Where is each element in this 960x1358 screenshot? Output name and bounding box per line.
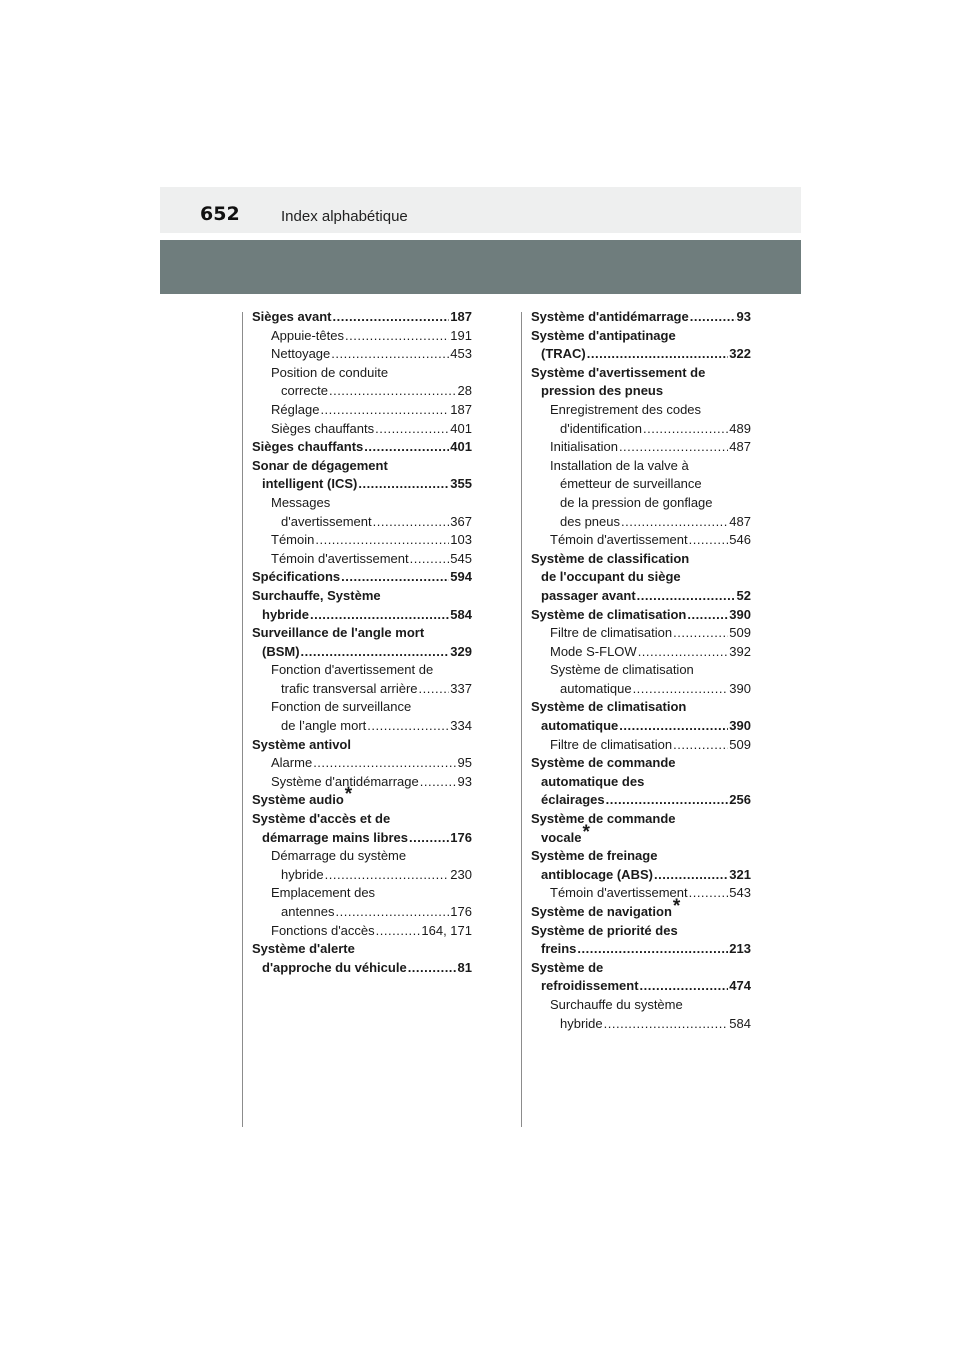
entry-page: 230 <box>450 866 472 882</box>
entry-page: 176 <box>450 904 472 919</box>
dot-leader <box>408 959 457 978</box>
header-bar <box>160 187 801 233</box>
index-entry <box>252 401 472 420</box>
entry-text: Système de freinage <box>531 848 658 864</box>
entry-page: 487 <box>729 439 751 455</box>
index-entry <box>252 550 472 569</box>
index-entry <box>252 364 472 383</box>
index-entry <box>531 1015 751 1034</box>
index-entry <box>531 884 751 903</box>
entry-text: Messages <box>271 494 331 510</box>
index-entry <box>252 847 472 866</box>
entry-text: Sièges chauffants <box>271 420 375 436</box>
entry-page: 81 <box>457 959 472 975</box>
dot-leader <box>310 606 449 625</box>
index-entry <box>252 784 472 810</box>
dot-leader <box>320 401 449 420</box>
entry-text: démarrage mains libres <box>262 829 408 845</box>
dot-leader <box>301 643 450 662</box>
index-entry <box>252 438 472 457</box>
entry-text: Enregistrement des codes <box>550 401 702 417</box>
index-entry <box>531 550 751 569</box>
index-entry <box>531 940 751 959</box>
dot-leader <box>654 866 728 885</box>
index-entry <box>531 866 751 885</box>
index-entry <box>531 624 751 643</box>
entry-text: Témoin d'avertissement <box>550 532 688 548</box>
dot-leader <box>409 829 449 848</box>
entry-text: Réglage <box>271 401 320 417</box>
dot-leader <box>638 643 729 662</box>
index-entry <box>531 494 751 513</box>
entry-text: Sièges avant <box>252 309 332 324</box>
entry-text: Témoin d'avertissement <box>271 550 409 566</box>
index-entry <box>252 643 472 662</box>
entry-text: Filtre de climatisation <box>550 625 673 641</box>
footnote-star: * <box>344 784 353 806</box>
entry-text: Sièges chauffants <box>252 439 364 455</box>
entry-text: Surveillance de l'angle mort <box>252 625 425 641</box>
entry-page: 546 <box>729 532 751 548</box>
index-entry <box>531 847 751 866</box>
index-entry <box>252 698 472 717</box>
index-entry <box>252 420 472 439</box>
index-entry <box>252 717 472 736</box>
entry-text: Système d'antidémarrage <box>271 773 419 789</box>
index-entry <box>531 606 751 625</box>
entry-text: (TRAC) <box>541 346 586 362</box>
index-entry <box>531 420 751 439</box>
index-entry <box>252 606 472 625</box>
dot-leader <box>633 680 729 699</box>
entry-page: 191 <box>450 327 472 343</box>
index-entry <box>252 903 472 922</box>
entry-page: 164, 171 <box>421 922 472 938</box>
section-title: Index alphabétique <box>281 208 408 225</box>
entry-text: d'avertissement <box>281 513 372 529</box>
entry-text: des pneus <box>560 513 620 529</box>
entry-page: 337 <box>450 680 472 696</box>
entry-text: Système d'antidémarrage <box>531 309 689 324</box>
entry-page: 401 <box>450 439 472 455</box>
index-entry <box>531 438 751 457</box>
index-entry <box>252 922 472 941</box>
index-entry <box>531 531 751 550</box>
entry-text: Appuie-têtes <box>271 327 344 343</box>
entry-text: Système de navigation <box>531 904 672 919</box>
entry-text: Système antivol <box>252 736 351 752</box>
entry-text: automatique des <box>541 773 645 789</box>
entry-text: pression des pneus <box>541 383 664 399</box>
index-entry <box>252 940 472 959</box>
dot-leader <box>619 717 728 736</box>
index-entry <box>252 810 472 829</box>
index-entry <box>252 345 472 364</box>
index-entry <box>252 513 472 532</box>
index-entry <box>531 661 751 680</box>
dot-leader <box>643 420 728 439</box>
entry-text: hybride <box>560 1015 603 1031</box>
entry-page: 594 <box>450 569 472 585</box>
index-entry <box>531 643 751 662</box>
entry-page: 93 <box>736 309 751 324</box>
entry-text: Initialisation <box>550 439 618 455</box>
entry-text: Fonctions d'accès <box>271 922 375 938</box>
entry-text: Spécifications <box>252 569 341 585</box>
entry-page: 509 <box>729 625 751 641</box>
entry-text: Filtre de climatisation <box>550 736 673 752</box>
index-entry <box>531 382 751 401</box>
entry-text: éclairages <box>541 792 605 808</box>
entry-page: 489 <box>729 420 751 436</box>
dot-leader <box>329 382 457 401</box>
entry-text: de la pression de gonflage <box>560 494 713 510</box>
entry-text: Fonction d'avertissement de <box>271 662 434 678</box>
index-entry <box>531 977 751 996</box>
entry-text: Nettoyage <box>271 346 331 362</box>
index-entry <box>531 821 751 848</box>
entry-text: Système d'accès et de <box>252 811 391 827</box>
index-entry <box>531 308 751 327</box>
entry-text: Système de climatisation <box>531 699 687 715</box>
entry-page: 355 <box>450 476 472 492</box>
entry-page: 322 <box>729 346 751 362</box>
entry-text: de l’angle mort <box>281 718 367 734</box>
entry-text: automatique <box>560 680 632 696</box>
entry-text: Position de conduite <box>271 364 389 380</box>
index-entry <box>252 866 472 885</box>
index-entry <box>531 327 751 346</box>
index-entry <box>531 996 751 1015</box>
index-entry <box>252 382 472 401</box>
index-entry <box>252 829 472 848</box>
entry-page: 390 <box>729 606 751 622</box>
entry-text: Témoin d'avertissement <box>550 885 688 901</box>
dot-leader <box>673 624 728 643</box>
index-entry <box>252 587 472 606</box>
dot-leader <box>587 345 729 364</box>
dot-leader <box>336 903 450 922</box>
dot-leader <box>333 308 450 327</box>
entry-page: 321 <box>729 866 751 882</box>
dot-leader <box>689 884 729 903</box>
entry-text: Système d'avertissement de <box>531 364 706 380</box>
entry-text: Témoin <box>271 532 315 548</box>
entry-page: 543 <box>729 885 751 901</box>
entry-text: Système de <box>531 959 604 975</box>
page-number: 652 <box>200 203 240 225</box>
entry-page: 93 <box>457 773 472 789</box>
right-column-rule <box>521 312 522 1127</box>
index-entry <box>531 475 751 494</box>
entry-page: 95 <box>457 755 472 771</box>
dot-leader <box>621 513 728 532</box>
entry-page: 474 <box>729 978 751 994</box>
index-entry <box>531 568 751 587</box>
dot-leader <box>367 717 449 736</box>
entry-page: 256 <box>729 792 751 808</box>
dot-leader <box>313 754 456 773</box>
entry-text: vocale <box>541 829 582 845</box>
index-entry <box>531 896 751 922</box>
index-entry <box>531 773 751 792</box>
dot-leader <box>331 345 449 364</box>
entry-page: 584 <box>729 1015 751 1031</box>
dot-leader <box>604 1015 729 1034</box>
dot-leader <box>341 568 449 587</box>
entry-text: refroidissement <box>541 978 639 994</box>
index-column-right <box>531 308 751 1033</box>
entry-text: intelligent (ICS) <box>262 476 358 492</box>
entry-page: 28 <box>457 383 472 399</box>
entry-text: Alarme <box>271 755 313 771</box>
entry-page: 390 <box>729 680 751 696</box>
left-column-rule <box>242 312 243 1127</box>
index-entry <box>252 327 472 346</box>
entry-text: Système de climatisation <box>531 606 687 622</box>
dot-leader <box>687 606 728 625</box>
index-entry <box>531 680 751 699</box>
entry-text: Système d'alerte <box>252 941 355 957</box>
index-entry <box>252 494 472 513</box>
dot-leader <box>315 531 449 550</box>
index-entry <box>252 531 472 550</box>
entry-text: antiblocage (ABS) <box>541 866 653 882</box>
index-entry <box>252 736 472 755</box>
dot-leader <box>619 438 728 457</box>
entry-text: Système audio <box>252 792 344 808</box>
entry-text: Installation de la valve à <box>550 457 689 473</box>
index-entry <box>531 810 751 829</box>
entry-text: Surchauffe, Système <box>252 587 381 603</box>
entry-text: Mode S-FLOW <box>550 643 637 659</box>
dot-leader <box>606 791 729 810</box>
entry-text: Sonar de dégagement <box>252 457 388 473</box>
dot-leader <box>410 550 450 569</box>
entry-page: 367 <box>450 513 472 529</box>
entry-text: passager avant <box>541 587 636 603</box>
index-entry <box>252 568 472 587</box>
dot-leader <box>637 587 736 606</box>
entry-text: trafic transversal arrière <box>281 680 418 696</box>
entry-text: hybride <box>262 606 309 622</box>
entry-text: hybride <box>281 866 324 882</box>
index-entry <box>252 475 472 494</box>
dot-leader <box>376 922 421 941</box>
dot-leader <box>689 531 729 550</box>
index-entry <box>252 754 472 773</box>
entry-text: Démarrage du système <box>271 848 407 864</box>
entry-text: Système de commande <box>531 755 676 771</box>
section-band <box>160 240 801 294</box>
entry-text: automatique <box>541 718 619 734</box>
index-entry <box>531 587 751 606</box>
entry-text: d'approche du véhicule <box>262 959 407 975</box>
index-entry <box>252 624 472 643</box>
index-entry <box>252 884 472 903</box>
entry-page: 213 <box>729 941 751 957</box>
index-entry <box>252 680 472 699</box>
entry-page: 401 <box>450 420 472 436</box>
entry-page: 52 <box>736 587 751 603</box>
index-entry <box>531 922 751 941</box>
entry-text: Système de priorité des <box>531 922 678 938</box>
dot-leader <box>690 308 736 327</box>
dot-leader <box>375 420 449 439</box>
dot-leader <box>640 977 729 996</box>
entry-page: 103 <box>450 532 472 548</box>
index-entry <box>531 736 751 755</box>
dot-leader <box>673 736 728 755</box>
index-entry <box>252 661 472 680</box>
entry-text: Fonction de surveillance <box>271 699 412 715</box>
index-entry <box>531 754 751 773</box>
entry-page: 509 <box>729 736 751 752</box>
entry-page: 176 <box>450 829 472 845</box>
footnote-star: * <box>672 896 681 917</box>
index-entry <box>252 308 472 327</box>
dot-leader <box>373 513 450 532</box>
index-entry <box>252 457 472 476</box>
index-entry <box>531 791 751 810</box>
entry-page: 390 <box>729 718 751 734</box>
entry-text: Système de classification <box>531 550 690 566</box>
entry-text: freins <box>541 941 577 957</box>
index-entry <box>531 698 751 717</box>
dot-leader <box>364 438 449 457</box>
entry-text: correcte <box>281 383 328 399</box>
footnote-star: * <box>582 821 590 843</box>
index-entry <box>531 345 751 364</box>
index-entry <box>531 513 751 532</box>
dot-leader <box>345 327 449 346</box>
entry-page: 334 <box>450 718 472 734</box>
entry-text: (BSM) <box>262 643 300 659</box>
index-entry <box>252 959 472 978</box>
entry-text: Système de climatisation <box>550 662 694 678</box>
index-column-left <box>252 308 472 977</box>
dot-leader <box>358 475 449 494</box>
entry-text: antennes <box>281 904 335 919</box>
index-entry <box>531 364 751 383</box>
entry-page: 487 <box>729 513 751 529</box>
index-entry <box>252 773 472 792</box>
entry-text: de l'occupant du siège <box>541 569 681 585</box>
dot-leader <box>420 773 457 792</box>
dot-leader <box>577 940 728 959</box>
index-entry <box>531 401 751 420</box>
entry-text: Surchauffe du système <box>550 996 683 1012</box>
entry-text: Système d'antipatinage <box>531 327 676 343</box>
entry-page: 584 <box>450 606 472 622</box>
index-entry <box>531 717 751 736</box>
dot-leader <box>325 866 450 885</box>
index-entry <box>531 457 751 476</box>
entry-page: 545 <box>450 550 472 566</box>
entry-text: Emplacement des <box>271 885 376 901</box>
entry-text: émetteur de surveillance <box>560 476 702 492</box>
entry-page: 187 <box>450 309 472 324</box>
dot-leader <box>419 680 450 699</box>
entry-page: 453 <box>450 346 472 362</box>
entry-text: d'identification <box>560 420 642 436</box>
entry-page: 187 <box>450 401 472 417</box>
entry-page: 329 <box>450 643 472 659</box>
index-entry <box>531 959 751 978</box>
entry-page: 392 <box>729 643 751 659</box>
entry-text: Système de commande <box>531 811 676 827</box>
